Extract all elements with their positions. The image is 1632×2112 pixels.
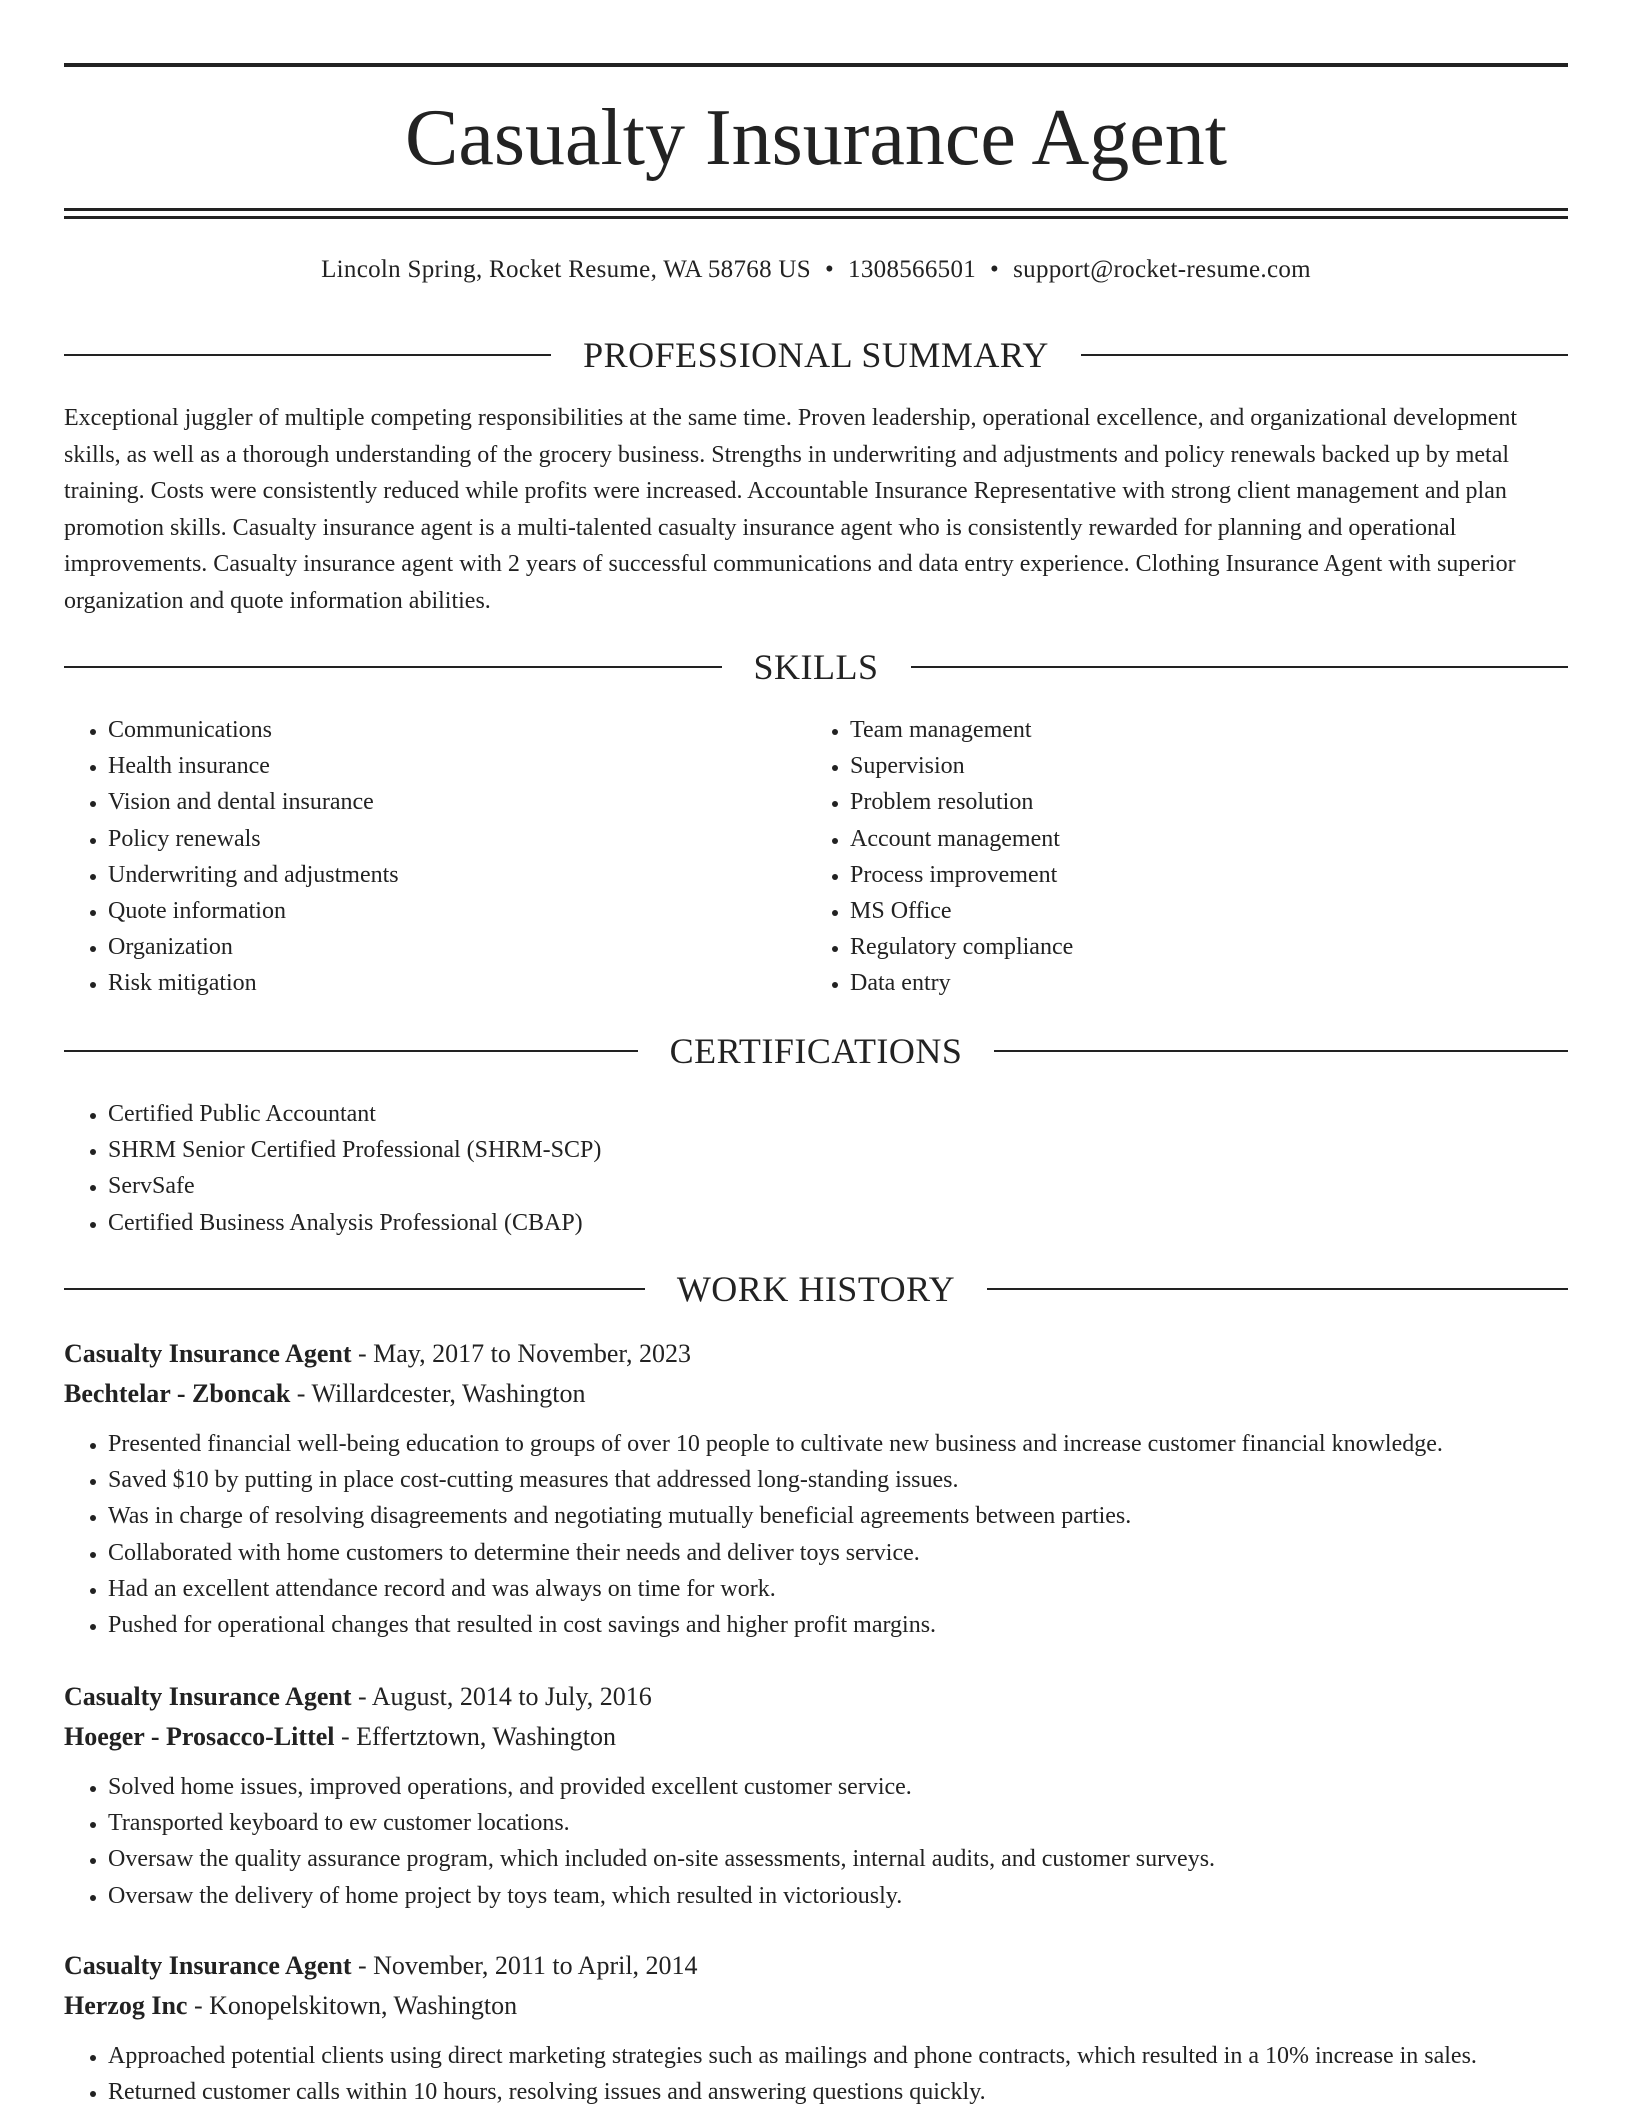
skill-item: • Organization (108, 929, 806, 965)
job-bullet: • Oversaw the quality assurance program, which included on-site assessments, internal audits, and customer surveys. (108, 1841, 1568, 1877)
summary-paragraph: Exceptional juggler of multiple competing responsibilities at the same time. Proven leadership, operational excellence, and organizational development skills, as well as a thorough understanding of the grocery business. Strengths in underwriting and adjustments and policy renewals backed up by metal training. Costs were consistently reduced while profits were increased. Accountable Insurance Representative with strong client management and plan promotion skills. Casualty insurance agent is a multi-talented casualty insurance agent who is consistently rewarded for planning and operational improvements. Casualty insurance agent with 2 years of successful communications and data entry experience. Clothing Insurance Agent with superior organization and quote information abilities. (64, 405, 1518, 614)
job-bullet: • Solved home issues, improved operations, and provided excellent customer service. (108, 1769, 1568, 1805)
certification-item: • ServSafe (108, 1168, 1568, 1204)
job-company: Bechtelar - Zboncak (64, 1379, 291, 1408)
job-role: Casualty Insurance Agent (64, 1682, 352, 1711)
heading-rule (64, 354, 551, 356)
job-bullet: • Oversaw the delivery of home project by toys team, which resulted in victoriously. (108, 1878, 1568, 1914)
contact-separator: • (990, 256, 1000, 283)
section-heading-work-history (64, 1267, 1568, 1311)
header-double-rule-upper (64, 208, 1568, 211)
skill-item: • Supervision (850, 748, 1548, 784)
job-role: Casualty Insurance Agent (64, 1339, 352, 1368)
header-double-rule-lower (64, 216, 1568, 219)
contact-address: Lincoln Spring, Rocket Resume, WA 58768 US (321, 256, 811, 283)
contact-email[interactable]: support@rocket-resume.com (1013, 256, 1311, 283)
heading-rule (64, 1288, 645, 1290)
job-title-line (64, 1334, 1568, 1374)
heading-rule (911, 666, 1569, 668)
section-heading-summary (64, 333, 1568, 377)
skill-item: • Regulatory compliance (850, 929, 1548, 965)
heading-rule (1081, 354, 1568, 356)
job-dates: - August, 2014 to July, 2016 (351, 1682, 652, 1711)
job-dates: - May, 2017 to November, 2023 (351, 1339, 692, 1368)
skill-item: • Problem resolution (850, 784, 1548, 820)
resume-title: Casualty Insurance Agent (405, 94, 1227, 182)
section-heading-text: SKILLS (753, 647, 879, 687)
heading-rule (994, 1050, 1568, 1052)
skill-item: • MS Office (850, 893, 1548, 929)
job-company-line (64, 1374, 1568, 1414)
job-location: - Effertztown, Washington (334, 1722, 616, 1751)
job-bullet: • Returned customer calls within 10 hours, resolving issues and answering questions quickly. (108, 2074, 1568, 2110)
skill-item: • Process improvement (850, 857, 1548, 893)
job-bullets (64, 1769, 1568, 1914)
contact-separator: • (824, 256, 835, 283)
skill-item: • Health insurance (108, 748, 806, 784)
job-bullets (64, 2038, 1568, 2110)
certifications-list (64, 1096, 1568, 1241)
skill-item: • Risk mitigation (108, 965, 806, 1001)
section-heading-text: PROFESSIONAL SUMMARY (583, 335, 1049, 375)
job-bullet: • Collaborated with home customers to determine their needs and deliver toys service. (108, 1535, 1568, 1571)
header-top-rule (64, 63, 1568, 67)
section-heading-certifications (64, 1029, 1568, 1073)
skills-column-right (806, 712, 1548, 1002)
section-heading-text: WORK HISTORY (676, 1269, 956, 1309)
job-entry (64, 1334, 1568, 1643)
job-company: Herzog Inc (64, 1991, 188, 2020)
job-title-line (64, 1677, 1568, 1717)
contact-line (64, 253, 1568, 287)
skill-item: • Data entry (850, 965, 1548, 1001)
heading-rule (64, 666, 722, 668)
job-entry (64, 1946, 1568, 2110)
job-entry (64, 1677, 1568, 1914)
skill-item: • Policy renewals (108, 821, 806, 857)
job-location: - Konopelskitown, Washington (187, 1991, 518, 2020)
job-bullet: • Approached potential clients using direct marketing strategies such as mailings and phone contracts, which resulted in a 10% increase in sales. (108, 2038, 1568, 2074)
certification-item: • SHRM Senior Certified Professional (SHRM-SCP) (108, 1132, 1568, 1168)
job-bullets (64, 1426, 1568, 1643)
certification-item: • Certified Business Analysis Professional (CBAP) (108, 1205, 1568, 1241)
section-heading-text: CERTIFICATIONS (669, 1031, 963, 1071)
job-company-line (64, 1717, 1568, 1757)
skill-item: • Team management (850, 712, 1548, 748)
certification-item: • Certified Public Accountant (108, 1096, 1568, 1132)
job-bullet: • Pushed for operational changes that resulted in cost savings and higher profit margins. (108, 1607, 1568, 1643)
job-bullet: • Was in charge of resolving disagreements and negotiating mutually beneficial agreements between parties. (108, 1498, 1568, 1534)
job-company-line (64, 1986, 1568, 2026)
section-heading-skills (64, 645, 1568, 689)
skill-item: • Account management (850, 821, 1548, 857)
skill-item: • Quote information (108, 893, 806, 929)
job-bullet: • Had an excellent attendance record and was always on time for work. (108, 1571, 1568, 1607)
job-title-line (64, 1946, 1568, 1986)
job-bullet: • Presented financial well-being education to groups of over 10 people to cultivate new business and increase customer financial knowledge. (108, 1426, 1568, 1462)
job-role: Casualty Insurance Agent (64, 1951, 352, 1980)
job-company: Hoeger - Prosacco-Littel (64, 1722, 335, 1751)
skills-column-left (64, 712, 806, 1002)
skill-item: • Vision and dental insurance (108, 784, 806, 820)
job-dates: - November, 2011 to April, 2014 (351, 1951, 698, 1980)
heading-rule (987, 1288, 1568, 1290)
job-location: - Willardcester, Washington (290, 1379, 586, 1408)
skills-list (64, 712, 1568, 1002)
contact-phone: 1308566501 (848, 256, 977, 283)
skill-item: • Communications (108, 712, 806, 748)
heading-rule (64, 1050, 638, 1052)
job-bullet: • Saved $10 by putting in place cost-cutting measures that addressed long-standing issues. (108, 1462, 1568, 1498)
skill-item: • Underwriting and adjustments (108, 857, 806, 893)
job-bullet: • Transported keyboard to ew customer locations. (108, 1805, 1568, 1841)
